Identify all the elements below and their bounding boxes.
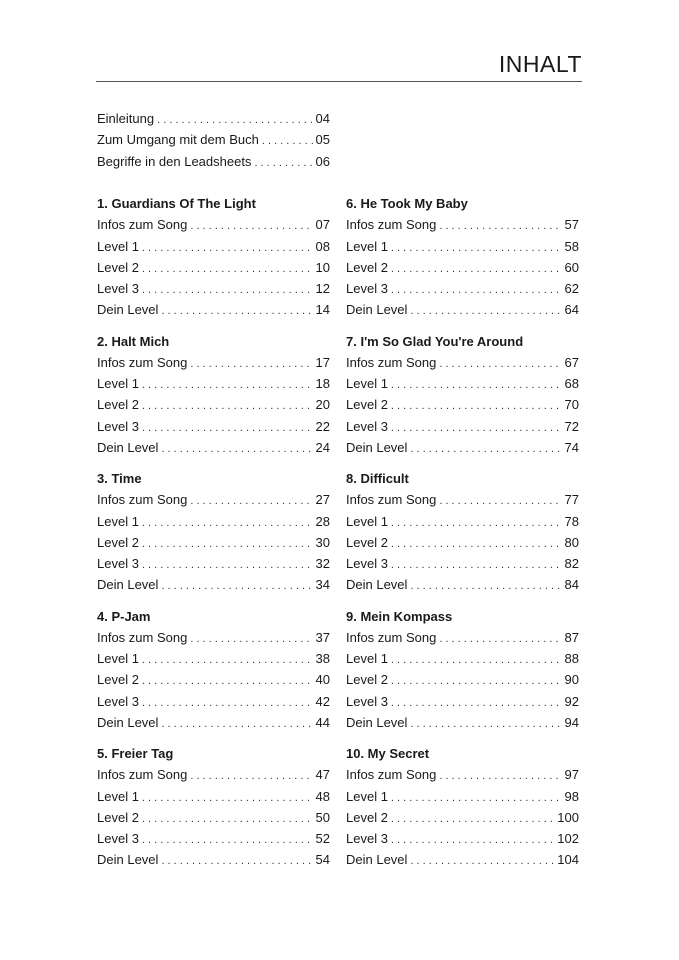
- toc-entry-page: 70: [564, 397, 579, 413]
- toc-section: [346, 606, 579, 744]
- toc-entry-page: 14: [315, 302, 330, 318]
- toc-entry-label: Dein Level: [97, 439, 159, 455]
- dot-leader: [391, 534, 562, 555]
- dot-leader: [142, 238, 313, 259]
- toc-entry-label: Einleitung: [97, 111, 155, 126]
- dot-leader: [410, 851, 554, 872]
- toc-entry-page: 40: [315, 672, 330, 688]
- toc-entry-page: 05: [315, 132, 330, 148]
- dot-leader: [190, 491, 312, 512]
- toc-entry-page: 62: [564, 281, 579, 297]
- toc-entry-page: 67: [564, 354, 579, 370]
- dot-leader: [142, 396, 313, 417]
- dot-leader: [391, 375, 562, 396]
- header-divider: [96, 81, 582, 82]
- intro-list: [97, 108, 330, 172]
- section-heading[interactable]: 3. Time: [97, 471, 142, 486]
- toc-entry-page: 64: [564, 302, 579, 318]
- toc-entry[interactable]: [97, 828, 330, 849]
- section-heading[interactable]: 1. Guardians Of The Light: [97, 196, 256, 211]
- toc-entry[interactable]: [346, 532, 579, 553]
- dot-leader: [161, 301, 312, 322]
- toc-entry[interactable]: [346, 786, 579, 807]
- toc-entry-label: Level 2: [346, 534, 388, 550]
- toc-entry[interactable]: [97, 151, 330, 172]
- toc-entry[interactable]: [97, 849, 330, 870]
- toc-entry[interactable]: [97, 352, 330, 373]
- dot-leader: [391, 650, 562, 671]
- dot-leader: [391, 693, 562, 714]
- toc-entry[interactable]: [346, 691, 579, 712]
- toc-entry-page: 28: [315, 513, 330, 529]
- toc-section: [97, 193, 330, 331]
- toc-entry[interactable]: [346, 214, 579, 235]
- dot-leader: [142, 693, 313, 714]
- toc-entry[interactable]: [346, 373, 579, 394]
- toc-entry-page: 42: [315, 693, 330, 709]
- toc-entry-label: Infos zum Song: [97, 492, 188, 508]
- toc-entry-page: 104: [557, 852, 579, 868]
- toc-entry[interactable]: [346, 648, 579, 669]
- toc-entry-label: Dein Level: [97, 852, 159, 868]
- dot-leader: [142, 418, 313, 439]
- dot-leader: [391, 830, 554, 851]
- toc-entry-label: Level 2: [346, 397, 388, 413]
- toc-entry[interactable]: [346, 807, 579, 828]
- toc-entry-page: 48: [315, 788, 330, 804]
- toc-entry-label: Level 2: [346, 259, 388, 275]
- toc-entry-page: 07: [315, 217, 330, 233]
- toc-entry[interactable]: [97, 489, 330, 510]
- section-heading[interactable]: 5. Freier Tag: [97, 746, 174, 761]
- toc-entry[interactable]: [346, 236, 579, 257]
- toc-entry[interactable]: [346, 828, 579, 849]
- toc-entry-label: Dein Level: [346, 714, 408, 730]
- toc-entry[interactable]: [97, 691, 330, 712]
- toc-entry-label: Level 1: [346, 651, 388, 667]
- toc-entry-page: 98: [564, 788, 579, 804]
- toc-entry-page: 44: [315, 714, 330, 730]
- toc-entry[interactable]: [346, 764, 579, 785]
- toc-entry-label: Level 2: [97, 259, 139, 275]
- toc-entry-label: Infos zum Song: [346, 629, 437, 645]
- toc-entry[interactable]: [97, 574, 330, 595]
- dot-leader: [142, 555, 313, 576]
- toc-entry-label: Level 1: [346, 238, 388, 254]
- toc-entry[interactable]: [97, 764, 330, 785]
- toc-entry-label: Level 3: [97, 831, 139, 847]
- dot-leader: [161, 439, 312, 460]
- toc-entry-page: 58: [564, 238, 579, 254]
- toc-entry-label: Level 1: [346, 788, 388, 804]
- toc-entry[interactable]: [97, 416, 330, 437]
- toc-entry-label: Dein Level: [97, 302, 159, 318]
- toc-entry[interactable]: [97, 532, 330, 553]
- toc-entry-label: Level 3: [97, 418, 139, 434]
- toc-entry-page: 24: [315, 439, 330, 455]
- toc-entry-label: Level 1: [97, 651, 139, 667]
- toc-entry-page: 52: [315, 831, 330, 847]
- toc-entry-label: Level 3: [346, 281, 388, 297]
- section-heading[interactable]: 8. Difficult: [346, 471, 409, 486]
- toc-entry-page: 38: [315, 651, 330, 667]
- toc-entry-page: 17: [315, 354, 330, 370]
- toc-entry[interactable]: [97, 669, 330, 690]
- dot-leader: [161, 851, 312, 872]
- dot-leader: [142, 259, 313, 280]
- toc-entry[interactable]: [346, 257, 579, 278]
- toc-entry-page: 78: [564, 513, 579, 529]
- toc-entry-label: Level 2: [97, 397, 139, 413]
- dot-leader: [391, 809, 554, 830]
- toc-entry-label: Infos zum Song: [97, 629, 188, 645]
- toc-entry[interactable]: [97, 394, 330, 415]
- toc-entry[interactable]: [97, 786, 330, 807]
- toc-entry-label: Dein Level: [346, 577, 408, 593]
- toc-entry-page: 72: [564, 418, 579, 434]
- toc-entry-label: Level 3: [346, 831, 388, 847]
- toc-entry-label: Level 2: [346, 809, 388, 825]
- dot-leader: [161, 576, 312, 597]
- toc-entry[interactable]: [97, 712, 330, 733]
- page-title: INHALT: [498, 51, 582, 77]
- toc-entry[interactable]: [346, 278, 579, 299]
- dot-leader: [262, 131, 313, 152]
- toc-entry[interactable]: [97, 511, 330, 532]
- section-heading[interactable]: 6. He Took My Baby: [346, 196, 468, 211]
- toc-entry[interactable]: [346, 511, 579, 532]
- toc-entry-page: 47: [315, 767, 330, 783]
- toc-entry-page: 54: [315, 852, 330, 868]
- dot-leader: [142, 671, 313, 692]
- toc-entry-label: Begriffe in den Leadsheets: [97, 153, 252, 169]
- toc-section: [97, 331, 330, 469]
- dot-leader: [254, 153, 312, 174]
- toc-section: [346, 193, 579, 331]
- toc-entry-label: Level 3: [97, 693, 139, 709]
- section-heading[interactable]: 2. Halt Mich: [97, 333, 170, 349]
- dot-leader: [439, 629, 561, 650]
- section-heading[interactable]: 7. I'm So Glad You're Around: [346, 333, 524, 349]
- toc-entry-page: 30: [315, 534, 330, 550]
- toc-entry-label: Level 1: [97, 376, 139, 392]
- dot-leader: [142, 809, 313, 830]
- section-heading[interactable]: 10. My Secret: [346, 746, 430, 761]
- toc-entry[interactable]: [97, 257, 330, 278]
- toc-entry-label: Level 2: [97, 672, 139, 688]
- toc-entry-label: Infos zum Song: [346, 217, 437, 233]
- dot-leader: [391, 280, 562, 301]
- dot-leader: [142, 375, 313, 396]
- dot-leader: [142, 650, 313, 671]
- toc-entry[interactable]: [97, 373, 330, 394]
- toc-entry-label: Dein Level: [346, 439, 408, 455]
- toc-entry-label: Infos zum Song: [97, 767, 188, 783]
- toc-entry-page: 97: [564, 767, 579, 783]
- toc-entry-label: Dein Level: [346, 302, 408, 318]
- toc-entry-label: Level 1: [97, 788, 139, 804]
- toc-column-right: [346, 193, 579, 881]
- toc-entry-page: 80: [564, 534, 579, 550]
- toc-entry-page: 74: [564, 439, 579, 455]
- toc-entry[interactable]: [346, 627, 579, 648]
- toc-entry-label: Level 3: [346, 418, 388, 434]
- toc-section: [97, 743, 330, 881]
- toc-entry-label: Level 2: [97, 809, 139, 825]
- toc-entry[interactable]: [97, 108, 330, 129]
- toc-entry-label: Dein Level: [97, 714, 159, 730]
- toc-entry-label: Level 1: [346, 376, 388, 392]
- toc-entry-page: 20: [315, 397, 330, 413]
- toc-entry-label: Dein Level: [346, 852, 408, 868]
- toc-column-left: [97, 193, 330, 881]
- toc-entry-page: 34: [315, 577, 330, 593]
- toc-entry[interactable]: [97, 214, 330, 235]
- dot-leader: [391, 788, 562, 809]
- toc-entry-label: Infos zum Song: [97, 217, 188, 233]
- dot-leader: [142, 280, 313, 301]
- toc-entry-page: 27: [315, 492, 330, 508]
- toc-entry-page: 12: [315, 281, 330, 297]
- dot-leader: [161, 714, 312, 735]
- toc-entry[interactable]: [346, 299, 579, 320]
- toc-entry-page: 94: [564, 714, 579, 730]
- toc-entry-page: 87: [564, 629, 579, 645]
- section-heading[interactable]: 9. Mein Kompass: [346, 608, 453, 624]
- toc-entry-page: 37: [315, 629, 330, 645]
- toc-entry[interactable]: [346, 416, 579, 437]
- toc-entry-page: 90: [564, 672, 579, 688]
- dot-leader: [439, 216, 561, 237]
- dot-leader: [142, 830, 313, 851]
- toc-entry-page: 92: [564, 693, 579, 709]
- dot-leader: [391, 396, 562, 417]
- toc-entry[interactable]: [97, 627, 330, 648]
- toc-entry-page: 50: [315, 809, 330, 825]
- toc-entry[interactable]: [97, 299, 330, 320]
- section-heading[interactable]: 4. P-Jam: [97, 608, 151, 624]
- toc-entry[interactable]: [346, 712, 579, 733]
- toc-entry[interactable]: [346, 489, 579, 510]
- dot-leader: [391, 238, 562, 259]
- toc-entry-label: Infos zum Song: [97, 354, 188, 370]
- dot-leader: [410, 301, 561, 322]
- toc-entry[interactable]: [346, 849, 579, 870]
- toc-entry-page: 08: [315, 238, 330, 254]
- toc-entry-page: 88: [564, 651, 579, 667]
- toc-entry[interactable]: [97, 278, 330, 299]
- toc-entry[interactable]: [346, 553, 579, 574]
- toc-entry-page: 82: [564, 556, 579, 572]
- dot-leader: [391, 513, 562, 534]
- dot-leader: [190, 766, 312, 787]
- toc-entry-label: Level 2: [346, 672, 388, 688]
- toc-entry[interactable]: [346, 352, 579, 373]
- toc-entry-page: 57: [564, 217, 579, 233]
- dot-leader: [391, 259, 562, 280]
- toc-entry-page: 84: [564, 577, 579, 593]
- dot-leader: [190, 354, 312, 375]
- toc-entry[interactable]: [97, 129, 330, 150]
- toc-entry-page: 06: [315, 153, 330, 169]
- dot-leader: [439, 491, 561, 512]
- toc-entry-page: 77: [564, 492, 579, 508]
- toc-entry-page: 22: [315, 418, 330, 434]
- toc-entry[interactable]: [97, 553, 330, 574]
- dot-leader: [410, 576, 561, 597]
- dot-leader: [439, 766, 561, 787]
- dot-leader: [439, 354, 561, 375]
- toc-entry-label: Level 3: [346, 693, 388, 709]
- toc-entry-label: Level 2: [97, 534, 139, 550]
- dot-leader: [391, 671, 562, 692]
- toc-entry-label: Infos zum Song: [346, 492, 437, 508]
- toc-entry[interactable]: [97, 648, 330, 669]
- toc-entry-page: 68: [564, 376, 579, 392]
- toc-entry-label: Level 1: [97, 238, 139, 254]
- toc-entry-page: 18: [315, 376, 330, 392]
- toc-section: [97, 468, 330, 606]
- toc-entry-page: 100: [557, 809, 579, 825]
- toc-entry-label: Level 3: [346, 556, 388, 572]
- toc-entry[interactable]: [346, 437, 579, 458]
- toc-section: [97, 606, 330, 744]
- toc-entry-page: 102: [557, 831, 579, 847]
- dot-leader: [391, 555, 562, 576]
- toc-entry[interactable]: [97, 437, 330, 458]
- toc-entry-page: 04: [315, 111, 330, 126]
- toc-entry-label: Zum Umgang mit dem Buch: [97, 132, 259, 148]
- toc-entry-label: Infos zum Song: [346, 354, 437, 370]
- dot-leader: [410, 439, 561, 460]
- toc-entry[interactable]: [346, 394, 579, 415]
- toc-entry-page: 10: [315, 259, 330, 275]
- toc-entry[interactable]: [346, 574, 579, 595]
- toc-entry-label: Level 3: [97, 556, 139, 572]
- toc-section: [346, 331, 579, 469]
- toc-entry-label: Dein Level: [97, 577, 159, 593]
- toc-entry-label: Infos zum Song: [346, 767, 437, 783]
- toc-entry[interactable]: [97, 807, 330, 828]
- toc-entry[interactable]: [97, 236, 330, 257]
- toc-section: [346, 468, 579, 606]
- dot-leader: [142, 788, 313, 809]
- toc-entry-label: Level 3: [97, 281, 139, 297]
- dot-leader: [391, 418, 562, 439]
- toc-entry[interactable]: [346, 669, 579, 690]
- toc-entry-page: 32: [315, 556, 330, 572]
- dot-leader: [157, 110, 312, 131]
- toc-entry-label: Level 1: [346, 513, 388, 529]
- dot-leader: [142, 534, 313, 555]
- toc-section: [346, 743, 579, 881]
- toc-entry-page: 60: [564, 259, 579, 275]
- dot-leader: [190, 629, 312, 650]
- dot-leader: [410, 714, 561, 735]
- dot-leader: [142, 513, 313, 534]
- toc-entry-label: Level 1: [97, 513, 139, 529]
- dot-leader: [190, 216, 312, 237]
